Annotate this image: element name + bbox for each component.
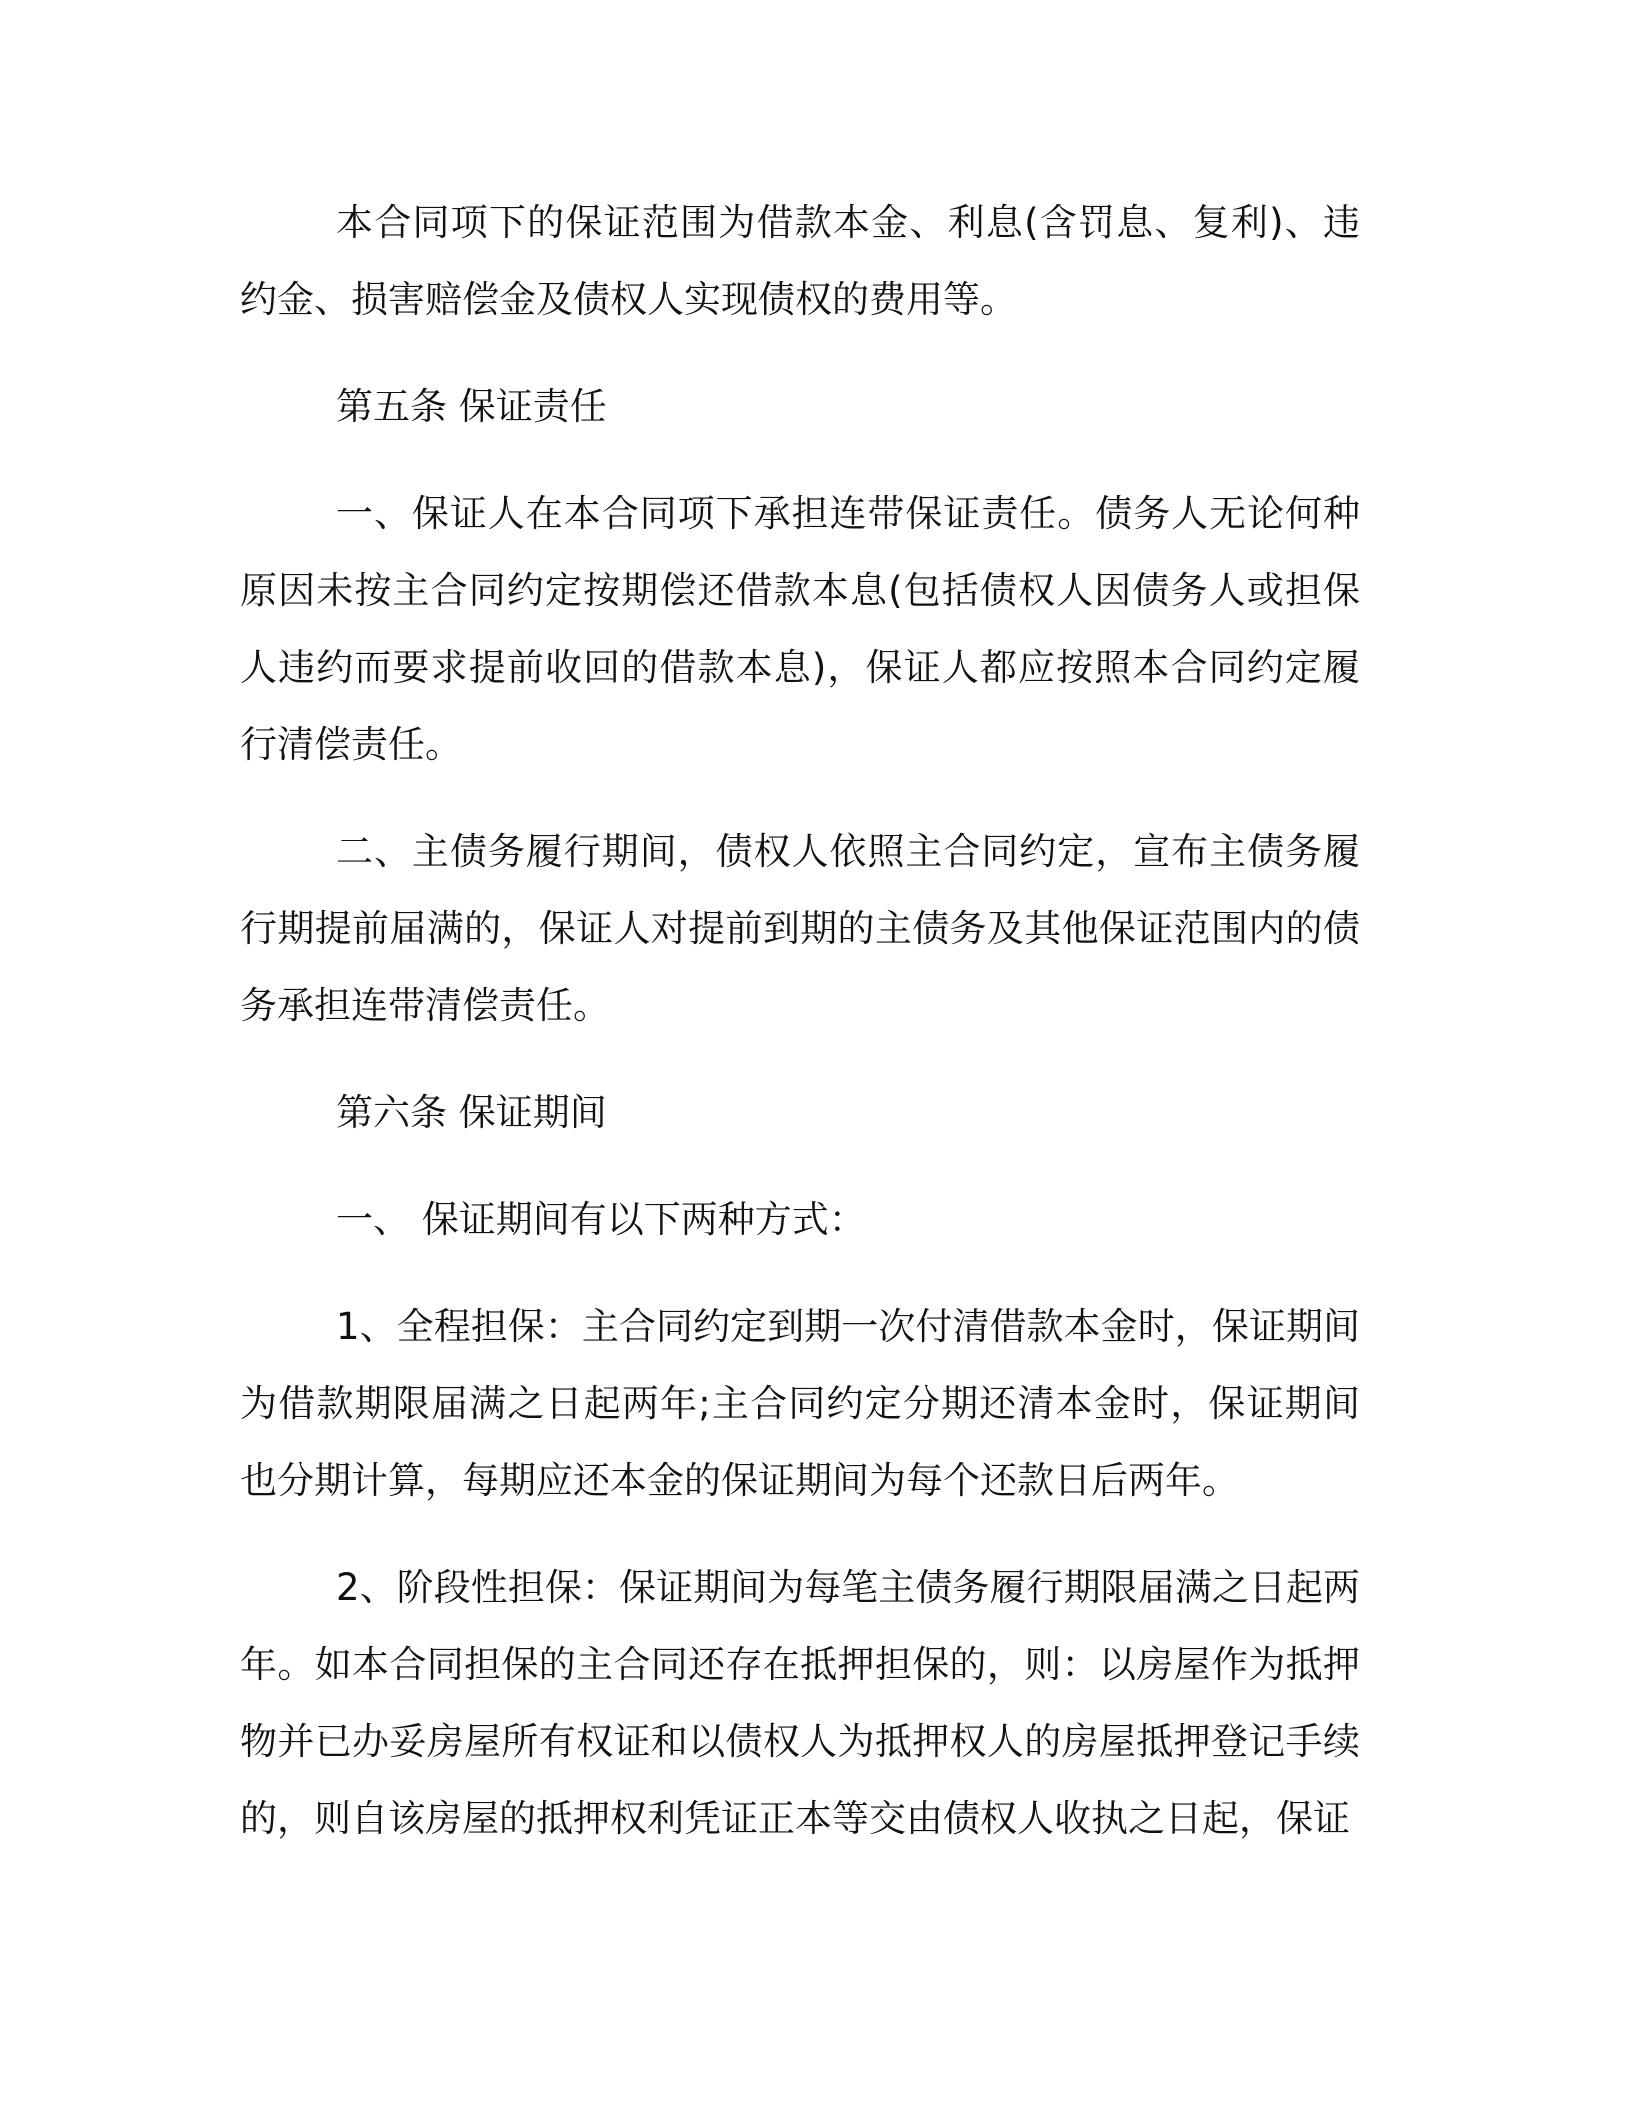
paragraph-full-guarantee: 1、全程担保：主合同约定到期一次付清借款本金时，保证期间为借款期限届满之日起两年;主合同约定分期还清本金时，保证期间也分期计算，每期应还本金的保证期间为每个还款日后两年。 <box>240 1305 1360 1502</box>
document-body <box>240 184 1360 1887</box>
heading-article-5: 第五条 保证责任 <box>336 385 607 428</box>
heading-guarantee-period-methods: 一、 保证期间有以下两种方式： <box>336 1198 866 1241</box>
paragraph-joint-liability: 一、保证人在本合同项下承担连带保证责任。债务人无论何种原因未按主合同约定按期偿还借款本息(包括债权人因债务人或担保人违约而要求提前收回的借款本息)，保证人都应按照本合同约定履行清偿责任。 <box>240 492 1360 766</box>
paragraph-guarantee-scope: 本合同项下的保证范围为借款本金、利息(含罚息、复利)、违约金、损害赔偿金及债权人实现债权的费用等。 <box>240 201 1360 321</box>
paragraph-phased-guarantee: 2、阶段性担保：保证期间为每笔主债务履行期限届满之日起两年。如本合同担保的主合同还存在抵押担保的，则：以房屋作为抵押物并已办妥房屋所有权证和以债权人为抵押权人的房屋抵押登记手续的，则自该房屋的抵押权利凭证正本等交由债权人收执之日起，保证 <box>240 1566 1360 1840</box>
heading-article-6: 第六条 保证期间 <box>336 1091 607 1134</box>
paragraph-early-maturity: 二、主债务履行期间，债权人依照主合同约定，宣布主债务履行期提前届满的，保证人对提前到期的主债务及其他保证范围内的债务承担连带清偿责任。 <box>240 830 1360 1027</box>
